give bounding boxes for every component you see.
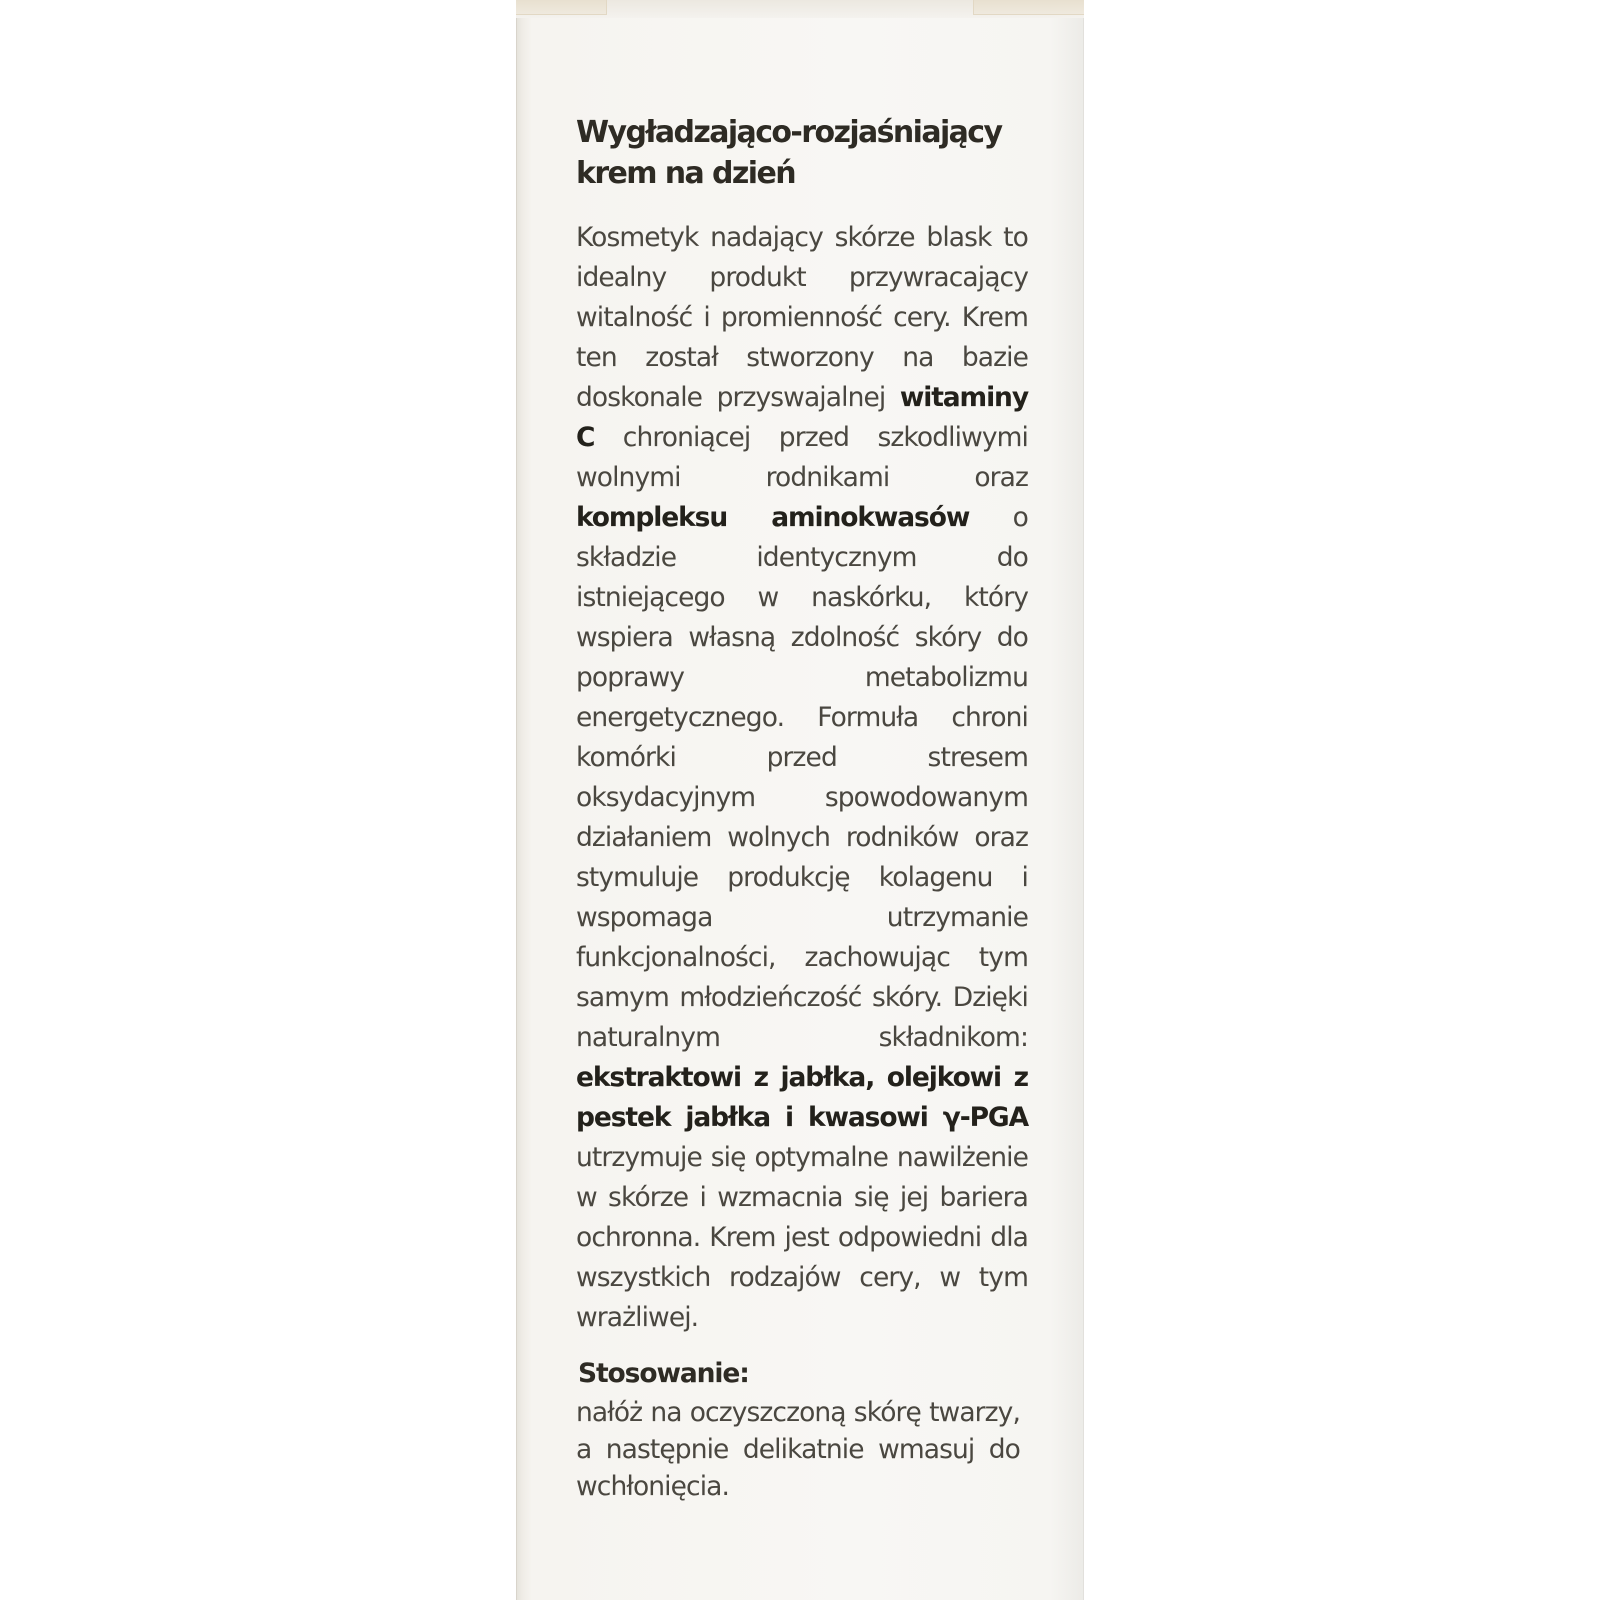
usage-heading: Stosowanie: (578, 1358, 749, 1389)
label-content (576, 112, 1028, 1505)
usage-text: nałóż na oczyszczoną skórę twarzy, a następnie delikatnie wmasuj do wchłonięcia. (576, 1397, 1020, 1502)
product-description (576, 218, 1028, 1338)
description-text-2: chroniącej przed szkodliwymi wolnymi rodnikami oraz (576, 422, 1028, 493)
description-text-4: utrzymuje się optymalne nawilżenie w skórze i wzmacnia się jej bariera ochronna. Krem jest odpowiedni dla wszystkich rodzajów cery, w tym wrażliwej. (576, 1142, 1028, 1333)
box-flap-right (973, 0, 1084, 15)
description-bold-ingredients: ekstraktowi z jabłka, olejkowi z pestek jabłka i kwasowi γ-PGA (576, 1062, 1028, 1133)
description-bold-amino-complex: kompleksu aminokwasów (576, 502, 970, 533)
description-text-3: o składzie identycznym do istniejącego w naskórku, który wspiera własną zdolność skóry do poprawy metabolizmu energetycznego. Formuła chroni komórki przed stresem oksydacyjnym spowodowanym działaniem wolnych rodników oraz stymuluje produkcję kolagenu i wspomaga utrzymanie funkcjonalności, zachowując tym samym młodzieńczość skóry. Dzięki naturalnym składnikom: (576, 502, 1028, 1053)
description-text-1: Kosmetyk nadający skórze blask to idealny produkt przywracający witalność i promienność cery. Krem ten został stworzony na bazie doskonale przyswajalnej (576, 222, 1028, 413)
box-top-flap (516, 0, 1084, 18)
description-bold-vitamin-c: witaminy C (576, 382, 1028, 453)
product-title: Wygładzająco-rozjaśniający krem na dzień (576, 115, 1002, 191)
product-box-side (516, 0, 1084, 1600)
box-flap-left (516, 0, 607, 15)
